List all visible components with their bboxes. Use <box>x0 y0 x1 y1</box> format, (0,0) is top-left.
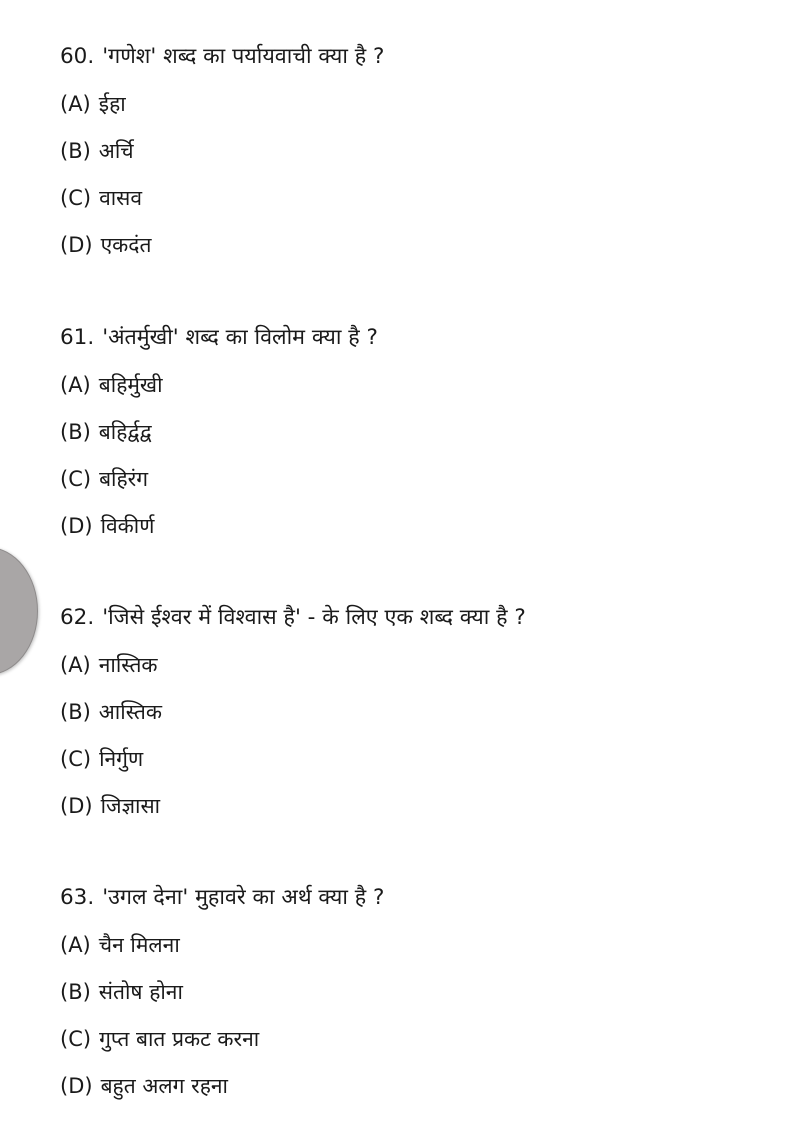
option-d[interactable] <box>60 793 760 840</box>
option-text: जिज्ञासा <box>100 794 161 818</box>
option-label: (C) <box>60 747 92 771</box>
option-text: बहिर्मुखी <box>98 373 163 397</box>
option-label: (B) <box>60 980 91 1004</box>
option-label: (A) <box>60 92 91 116</box>
option-text: संतोष होना <box>98 980 183 1004</box>
option-a[interactable] <box>60 372 760 419</box>
option-label: (C) <box>60 1027 92 1051</box>
question-text: 'अंतर्मुखी' शब्द का विलोम क्या है ? <box>102 325 378 350</box>
question-text-line <box>60 885 760 932</box>
option-b[interactable] <box>60 138 760 185</box>
option-text: वासव <box>99 186 143 210</box>
option-label: (C) <box>60 467 92 491</box>
option-label: (A) <box>60 933 91 957</box>
option-b[interactable] <box>60 979 760 1026</box>
question-61 <box>60 325 760 560</box>
question-number: 62. <box>60 605 95 630</box>
option-label: (B) <box>60 139 91 163</box>
question-text: 'गणेश' शब्द का पर्यायवाची क्या है ? <box>102 44 385 69</box>
option-a[interactable] <box>60 91 760 138</box>
option-label: (A) <box>60 653 91 677</box>
option-text: गुप्त बात प्रकट करना <box>99 1027 260 1051</box>
option-label: (B) <box>60 700 91 724</box>
option-d[interactable] <box>60 513 760 560</box>
option-label: (D) <box>60 1074 93 1098</box>
question-text-line <box>60 605 760 652</box>
question-text-line <box>60 44 760 91</box>
option-text: बहिरंग <box>99 467 149 491</box>
question-63 <box>60 885 760 1120</box>
option-text: विकीर्ण <box>100 514 155 538</box>
option-b[interactable] <box>60 699 760 746</box>
option-text: ईहा <box>98 92 126 116</box>
option-text: एकदंत <box>100 233 152 257</box>
question-60 <box>60 44 760 279</box>
option-label: (A) <box>60 373 91 397</box>
question-number: 61. <box>60 325 95 350</box>
option-label: (D) <box>60 794 93 818</box>
option-d[interactable] <box>60 1073 760 1120</box>
option-text: नास्तिक <box>98 653 158 677</box>
side-scroll-tab[interactable] <box>0 547 38 675</box>
option-label: (C) <box>60 186 92 210</box>
option-text: आस्तिक <box>98 700 162 724</box>
option-b[interactable] <box>60 419 760 466</box>
option-c[interactable] <box>60 466 760 513</box>
option-text: निर्गुण <box>99 747 144 771</box>
option-text: बहिर्द्वद्व <box>98 420 152 444</box>
option-c[interactable] <box>60 1026 760 1073</box>
option-label: (D) <box>60 514 93 538</box>
option-a[interactable] <box>60 932 760 979</box>
option-c[interactable] <box>60 746 760 793</box>
option-c[interactable] <box>60 185 760 232</box>
option-text: अर्चि <box>98 139 134 163</box>
option-text: चैन मिलना <box>98 933 180 957</box>
question-number: 63. <box>60 885 95 910</box>
question-62 <box>60 605 760 840</box>
question-text: 'उगल देना' मुहावरे का अर्थ क्या है ? <box>102 885 385 910</box>
option-label: (D) <box>60 233 93 257</box>
question-text-line <box>60 325 760 372</box>
option-d[interactable] <box>60 232 760 279</box>
question-text: 'जिसे ईश्वर में विश्वास है' - के लिए एक शब्द क्या है ? <box>102 605 526 630</box>
option-label: (B) <box>60 420 91 444</box>
option-a[interactable] <box>60 652 760 699</box>
question-number: 60. <box>60 44 95 69</box>
option-text: बहुत अलग रहना <box>100 1074 228 1098</box>
